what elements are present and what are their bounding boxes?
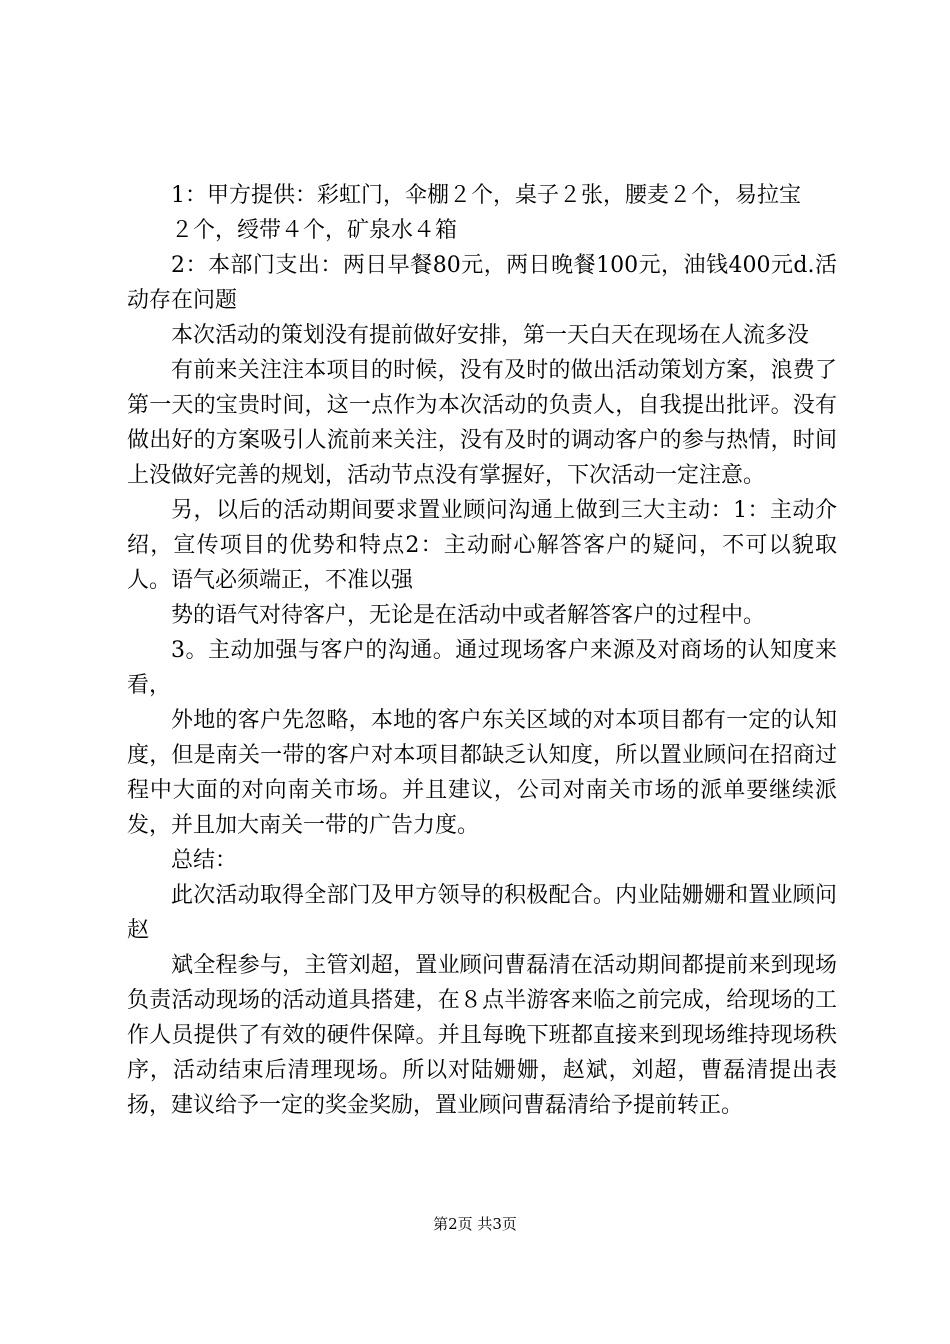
paragraph-summary-heading: 总结： xyxy=(171,848,238,873)
paragraph-supplies-provided: 1：甲方提供：彩虹门，伞棚２个，桌子２张，腰麦２个，易拉宝 xyxy=(171,183,801,208)
paragraph-three-initiatives: 另，以后的活动期间要求置业顾问沟通上做到三大主动：1：主动介绍，宣传项目的优势和特点2：主动耐心解答客户的疑问，不可以貌取人。语气必须端正，不准以强 xyxy=(127,498,837,593)
paragraph-attitude: 势的语气对待客户，无论是在活动中或者解答客户的过程中。 xyxy=(171,603,766,628)
paragraph-commendation: 斌全程参与，主管刘超，置业顾问曹磊清在活动期间都提前来到现场负责活动现场的活动道具搭建，在８点半游客来临之前完成，给现场的工作人员提供了有效的硬件保障。并且每晚下班都直接来到现场维持现场秩序，活动结束后清理现场。所以对陆姗姗，赵斌，刘超，曹磊清提出表扬，建议给予一定的奖金奖励，置业顾问曹磊清给予提前转正。 xyxy=(127,953,837,1118)
page-footer: 第2页 共3页 xyxy=(433,1215,517,1233)
paragraph-self-criticism: 有前来关注注本项目的时候，没有及时的做出活动策划方案，浪费了第一天的宝贵时间，这一点作为本次活动的负责人，自我提出批评。没有做出好的方案吸引人流前来关注，没有及时的调动客户的参与热情，时间上没做好完善的规划，活动节点没有掌握好，下次活动一定注意。 xyxy=(127,358,837,488)
paragraph-supplies-continued: ２个，绶带４个，矿泉水４箱 xyxy=(171,218,458,243)
paragraph-market-analysis: 外地的客户先忽略，本地的客户东关区域的对本项目都有一定的认知度，但是南关一带的客户对本项目都缺乏认知度，所以置业顾问在招商过程中大面的对向南关市场。并且建议，公司对南关市场的派单要继续派发，并且加大南关一带的广告力度。 xyxy=(127,708,837,838)
paragraph-communication: 3。主动加强与客户的沟通。通过现场客户来源及对商场的认知度来看， xyxy=(127,638,837,698)
document-body xyxy=(127,178,837,1123)
paragraph-cooperation: 此次活动取得全部门及甲方领导的积极配合。内业陆姗姗和置业顾问赵 xyxy=(127,883,837,943)
paragraph-department-expenses: 2：本部门支出：两日早餐80元，两日晚餐100元，油钱400元d.活动存在问题 xyxy=(127,253,837,313)
paragraph-planning-issue: 本次活动的策划没有提前做好安排，第一天白天在现场在人流多没 xyxy=(171,323,810,348)
